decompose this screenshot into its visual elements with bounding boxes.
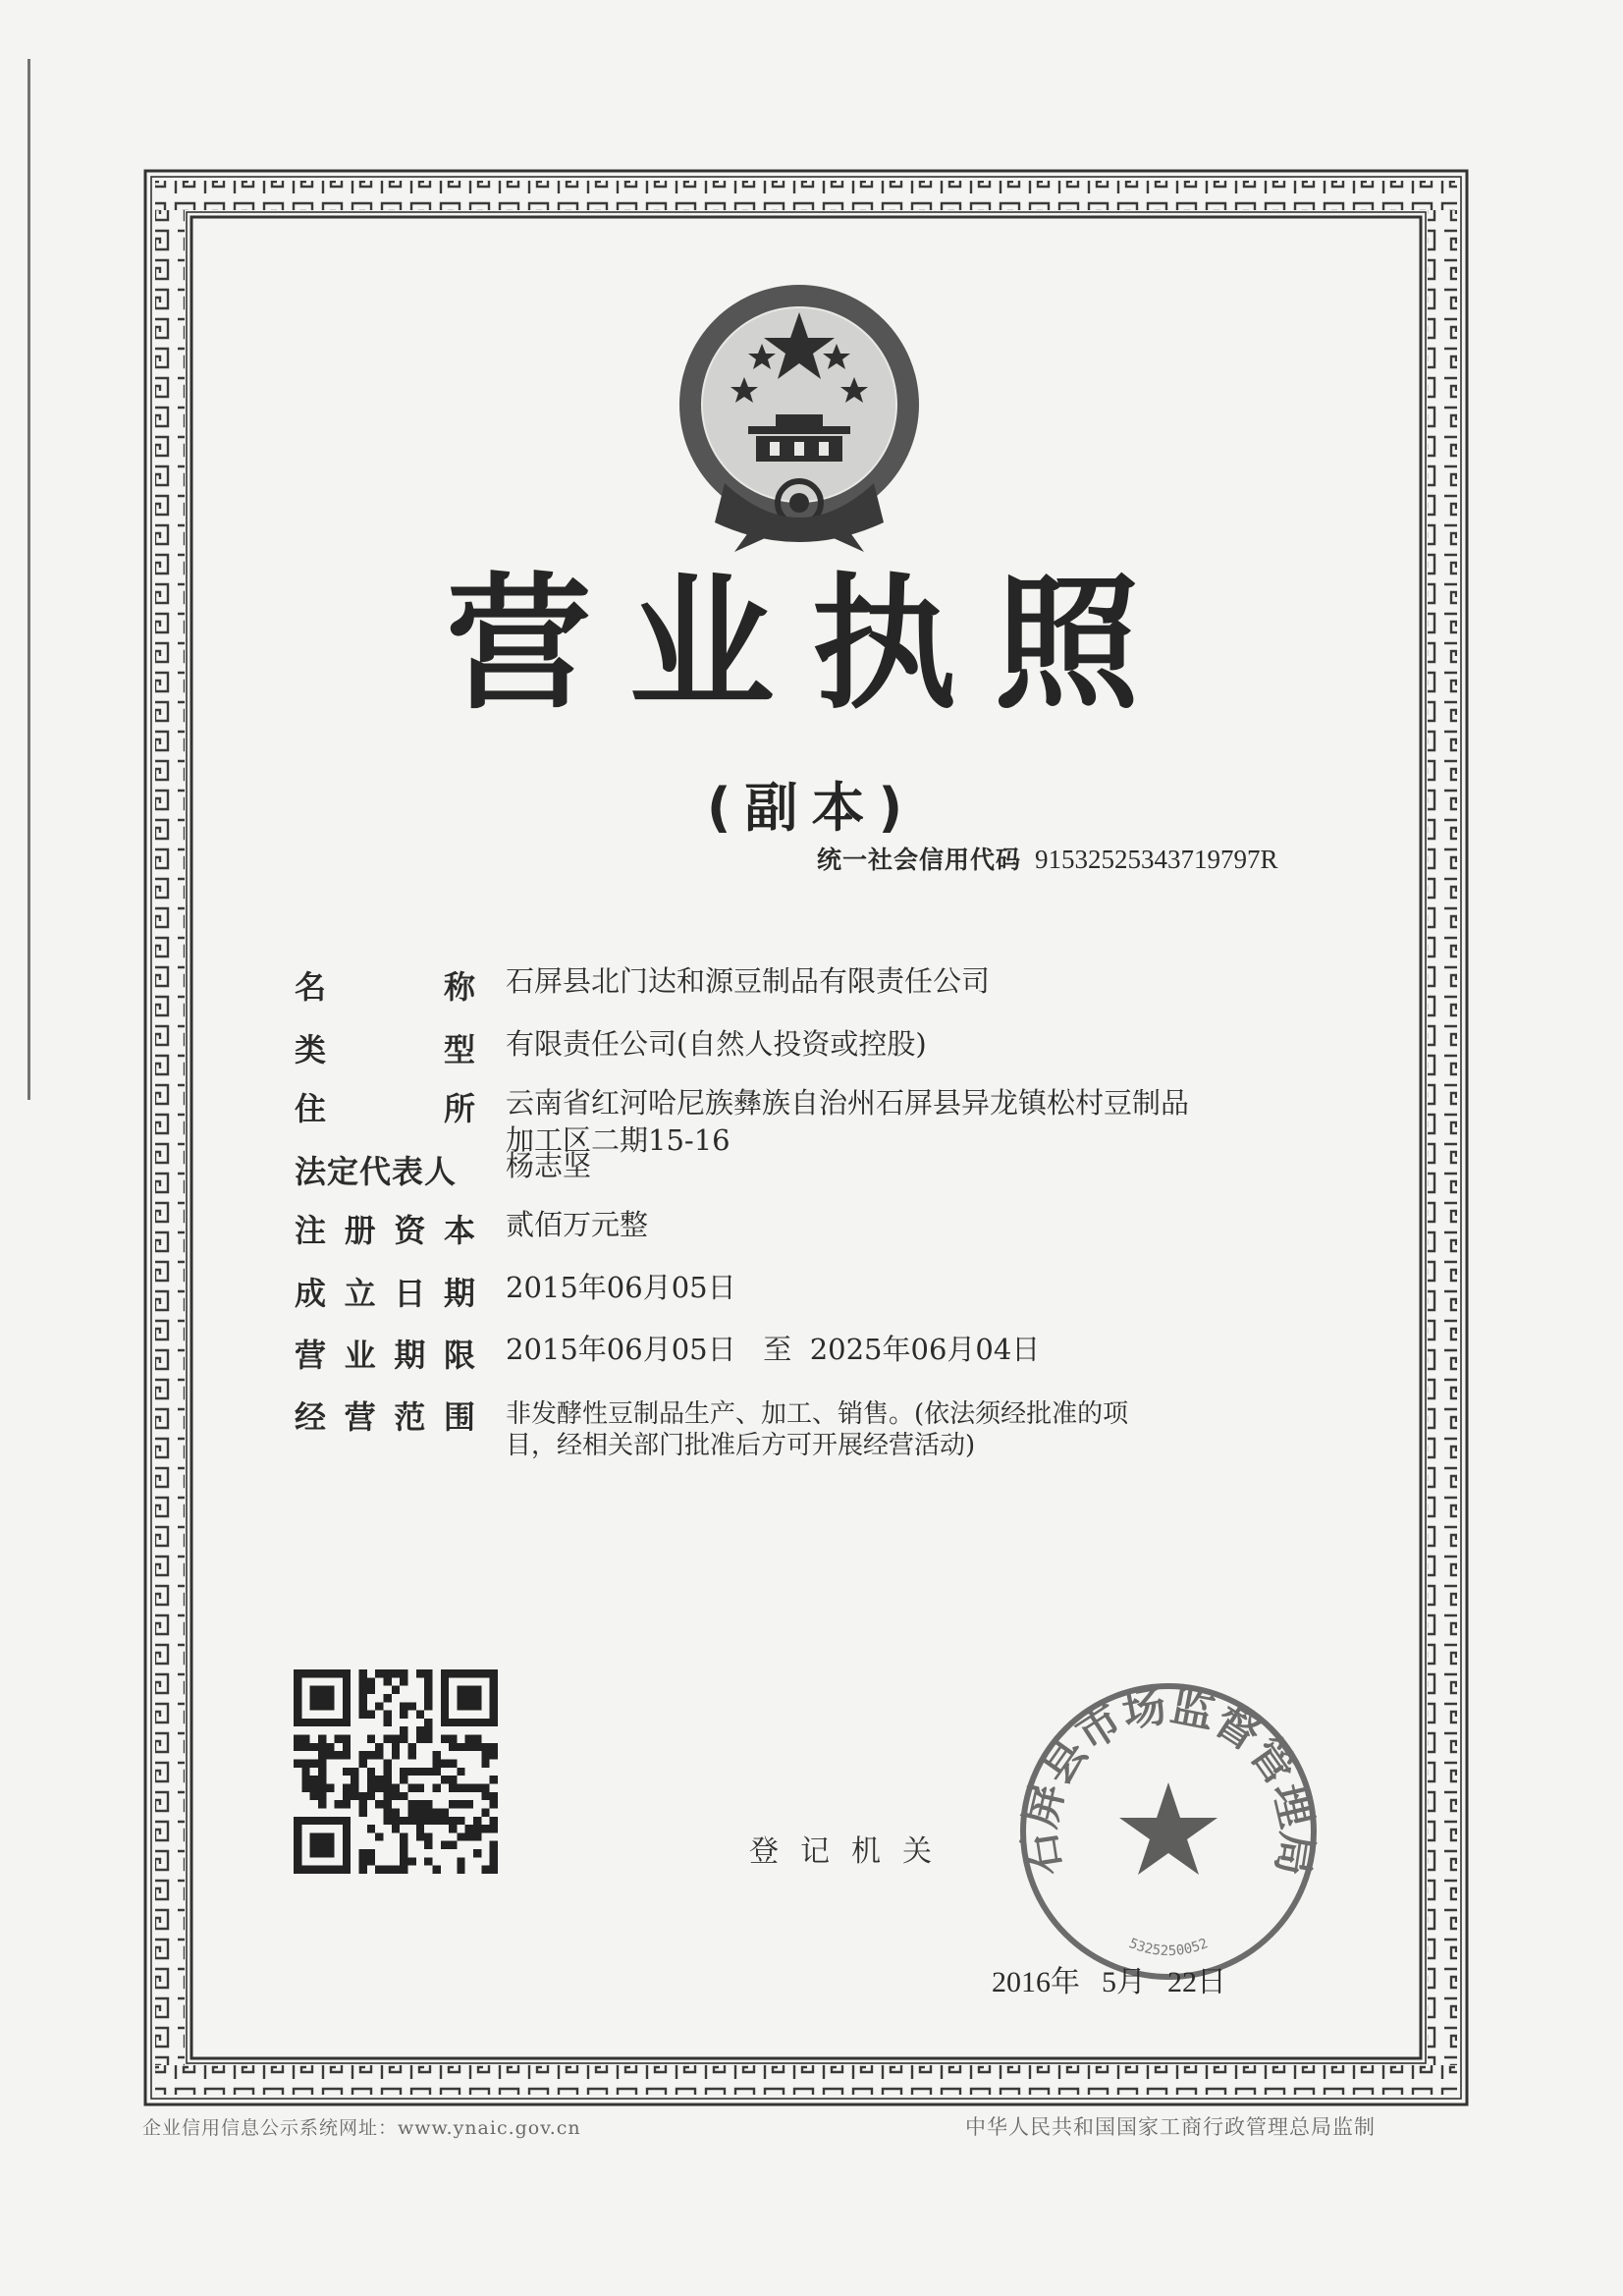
credit-code-label: 统一社会信用代码 — [817, 846, 1022, 874]
document-title: 营业执照 — [446, 560, 1177, 729]
footer-issuer: 中华人民共和国国家工商行政管理总局监制 — [965, 2115, 1376, 2139]
issue-date — [992, 1957, 1248, 2000]
field-value: 2015年06月05日 — [506, 1271, 736, 1304]
issue-year: 2016年 — [992, 1966, 1080, 1998]
field-value: 石屏县北门达和源豆制品有限责任公司 — [506, 964, 991, 998]
footer-website: 企业信用信息公示系统网址：www.ynaic.gov.cn — [142, 2117, 581, 2139]
field-label: 营 业 期 限 — [295, 1337, 475, 1374]
credit-code — [817, 841, 1278, 876]
field-label: 住 所 — [295, 1090, 475, 1127]
issue-month: 5月 — [1102, 1966, 1146, 1998]
field-label: 名 称 — [295, 968, 475, 1006]
seal-code: 5325250052 — [1126, 1936, 1211, 1960]
document-subtitle: (副本) — [706, 777, 917, 839]
field-label: 成 立 日 期 — [295, 1275, 475, 1312]
field-value: 非发酵性豆制品生产、加工、销售。(依法须经批准的项 目，经相关部门批准后方可开展经营活动) — [506, 1399, 1129, 1460]
national-emblem-icon — [666, 267, 933, 552]
field-label: 经 营 范 围 — [295, 1398, 475, 1436]
field-label: 类 型 — [295, 1031, 475, 1068]
registration-authority-label: 登记机关 — [749, 1834, 953, 1869]
field-value: 贰佰万元整 — [506, 1208, 649, 1241]
field-value: 云南省红河哈尼族彝族自治州石屏县异龙镇松村豆制品 加工区二期15-16 — [506, 1086, 1190, 1157]
official-seal — [1011, 1674, 1325, 1989]
qr-code[interactable] — [293, 1669, 499, 1874]
field-value: 有限责任公司(自然人投资或控股) — [506, 1027, 927, 1061]
issue-day: 22日 — [1167, 1966, 1226, 1998]
field-value: 2015年06月05日 至 2025年06月04日 — [506, 1333, 1041, 1366]
field-value: 杨志坚 — [506, 1149, 592, 1182]
credit-code-value: 91532525343719797R — [1035, 845, 1278, 874]
field-label: 注 册 资 本 — [295, 1212, 475, 1249]
seal-text: 石屏县市场监督管理局 — [1014, 1680, 1323, 1880]
field-label: 法定代表人 — [295, 1153, 458, 1190]
